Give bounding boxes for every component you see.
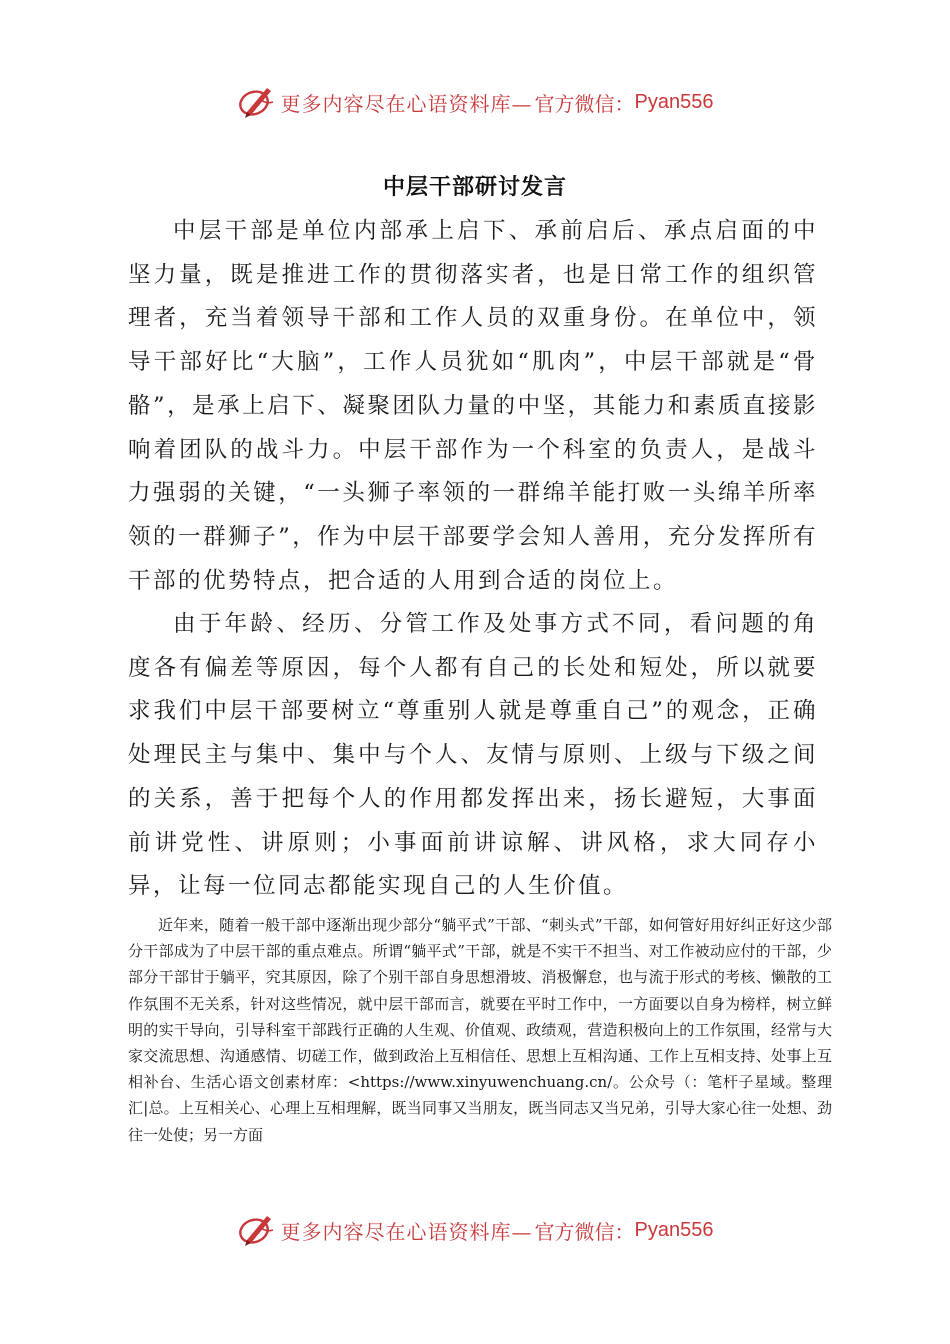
header-banner [0, 80, 950, 124]
banner-wechat-id: Pyan556 [634, 1218, 714, 1241]
pen-logo-icon [237, 1210, 277, 1250]
pen-logo-icon [237, 82, 277, 122]
body-paragraph-1: 中层干部是单位内部承上启下、承前启后、承点启面的中坚力量，既是推进工作的贯彻落实者，也是日常工作的组织管理者，充当着领导干部和工作人员的双重身份。在单位中，领导干部好比“大脑”，工作人员犹如“肌肉”，中层干部就是“骨骼”，是承上启下、凝聚团队力量的中坚，其能力和素质直接影响着团队的战斗力。中层干部作为一个科室的负责人，是战斗力强弱的关键，“一头狮子率领的一群绵羊能打败一头绵羊所率领的一群狮子”，作为中层干部要学会知人善用，充分发挥所有干部的优势特点，把合适的人用到合适的岗位上。 [128, 218, 818, 594]
banner-wechat-label: 官方微信： [534, 1219, 635, 1244]
banner-wechat-label: 官方微信： [534, 91, 635, 116]
banner-slogan: 更多内容尽在心语资料库— [280, 1219, 533, 1244]
document-title: 中层干部研讨发言 [382, 175, 567, 200]
body-paragraph-3: 近年来，随着一般干部中逐渐出现少部分“躺平式”干部、“刺头式”干部，如何管好用好纠正好这少部分干部成为了中层干部的重点难点。所谓“躺平式”干部，就是不实干不担当、对工作被动应付的干部，少部分干部甘于躺平，究其原因，除了个别干部自身思想滑坡、消极懈怠，也与流于形式的考核、懒散的工作氛围不无关系，针对这些情况，就中层干部而言，就要在平时工作中，一方面要以自身为榜样，树立鲜明的实干导向，引导科室干部践行正确的人生观、价值观、政绩观，营造积极向上的工作氛围，经常与大家交流思想、沟通感情、切磋工作，做到政治上互相信任、思想上互相沟通、工作上互相支持、处事上互相补台、生活心语文创素材库：<https://www.xinyuwenchuang.cn/。公众号（：笔杆子星域。整理汇|总。上互相关心、心理上互相理解，既当同事又当朋友，既当同志又当兄弟，引导大家心往一处想、劲往一处使；另一方面 [128, 916, 832, 1144]
footer-banner [0, 1208, 950, 1252]
banner-wechat-id: Pyan556 [634, 90, 714, 113]
body-paragraph-2: 由于年龄、经历、分管工作及处事方式不同，看问题的角度各有偏差等原因，每个人都有自己的长处和短处，所以就要求我们中层干部要树立“尊重别人就是尊重自己”的观念，正确处理民主与集中、集中与个人、友情与原则、上级与下级之间的关系，善于把每个人的作用都发挥出来，扬长避短，大事面前讲党性、讲原则；小事面前讲谅解、讲风格，求大同存小异，让每一位同志都能实现自己的人生价值。 [128, 611, 818, 900]
banner-slogan: 更多内容尽在心语资料库— [280, 91, 533, 116]
